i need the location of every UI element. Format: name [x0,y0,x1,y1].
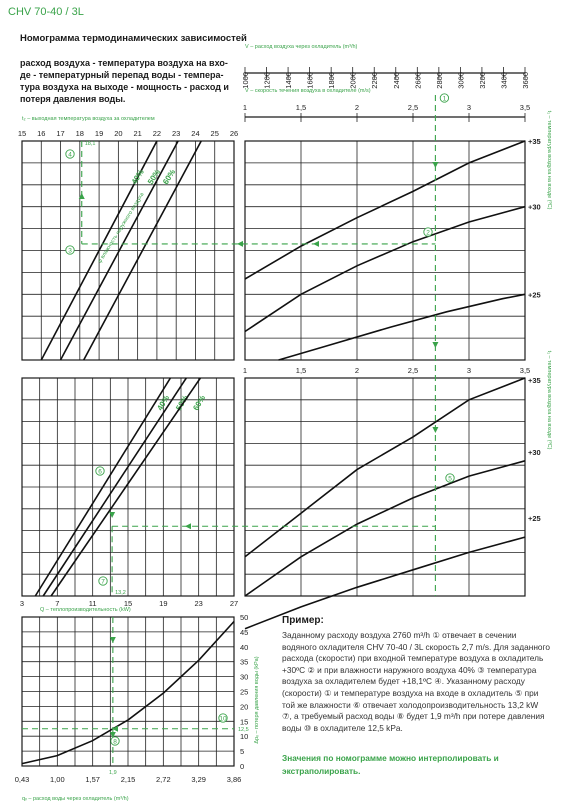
pressure-tick-label: 30 [240,672,249,682]
capacity-humidity-label: 60% [191,393,208,413]
airflow-axis-label: V – расход воздуха через охладитель (m³/h) [245,44,358,50]
outlet-temp-tick-label: 18 [75,129,84,138]
velocity-mid-tick-label: 3,5 [519,366,531,375]
water-flow-axis-label: qᵥ – расход воды через охладитель (m³/h) [22,796,129,802]
capacity-temp-curve-label: +30 [528,448,541,457]
arrow-down [110,637,116,643]
outlet-temp-tick-label: 26 [229,129,239,138]
example-text: Заданному расходу воздуха 2760 m³/h ① отвечает в сечении водяного охладителя CHV 70-40 / 3L скорость 2,7 m/s. Для заданного расхода (скорости) при входной температуре воздуха в охладитель +30ºC ② и при влажности наружного воздуха 40% ③ температура воздуха за охладителем будет +18,1ºC ④. Указанному расходу (скорости) ① и температуре воздуха на входе в охладитель ⑤ при той же влажности ⑥ отвечает холодопроизводительность 13,2 kW ⑦, а требуемый расход воды ⑧ будет 1,9 m³/h при потере давления воды ⑩ в охладителе 12,5 kPa. [282,630,550,733]
water-flow-tick-label: 2,15 [120,775,136,784]
arrow-down [432,342,438,348]
water-flow-tick-label: 0,43 [14,775,30,784]
airflow-tick-label: 1200 [262,72,272,89]
inlet-temp-axis-label: t₁ – температура воздуха на входе (ºC) [546,110,552,210]
water-flow-marker-value: 1,9 [109,770,117,776]
capacity-humidity-label: 50% [174,393,191,413]
velocity-axis-label: V – скорость течения воздуха в охладителе (m/s) [245,88,371,94]
airflow-tick-label: 3000 [456,72,466,89]
capacity-tick-label: 11 [88,599,97,608]
velocity-mid-tick-label: 3 [466,366,472,375]
arrow-left [313,241,319,247]
step-marker-label: 4 [68,151,72,159]
airflow-tick-label: 2200 [370,72,380,89]
pressure-tick-label: 35 [240,657,249,667]
step-marker-label: 1 [442,95,447,103]
outlet-temp-tick-label: 25 [210,129,219,138]
step-marker-label: 3 [68,247,72,255]
capacity-tick-label: 27 [229,599,239,608]
step-marker-label: 6 [98,468,102,476]
inlet-temp-curve-label: +30 [528,202,541,212]
airflow-tick-label: 3400 [499,72,509,89]
step-marker-label: 8 [113,738,117,746]
airflow-tick-label: 1600 [305,72,315,89]
arrow-left [237,241,243,247]
water-flow-tick-label: 1,57 [85,775,100,784]
step-marker-label: 5 [448,475,452,483]
outlet-temp-tick-label: 21 [133,129,142,138]
water-flow-tick-label: 1,00 [50,775,65,784]
outlet-temp-marker-value: 18,1 [84,141,96,147]
outlet-temp-tick-label: 23 [172,129,181,138]
airflow-tick-label: 3200 [477,72,487,89]
inlet-temp-curve-label: +35 [528,137,541,146]
capacity-temp-curve-label: +25 [528,514,541,523]
water-flow-tick-label: 3,29 [191,775,206,784]
outlet-temp-tick-label: 19 [94,129,104,138]
pressure-tick-label: 5 [240,747,245,757]
airflow-tick-label: 2800 [434,72,444,89]
capacity-tick-label: 19 [159,599,168,608]
outlet-temp-tick-label: 17 [56,129,65,138]
pressure-tick-label: 20 [240,702,249,712]
inlet-temp-curve [245,141,525,279]
outlet-temp-tick-label: 20 [114,129,123,138]
velocity-mid-tick-label: 2 [354,366,360,375]
velocity-mid-tick-label: 1,5 [295,366,307,375]
outlet-temp-axis-label: t₂ – выходная температура воздуха за охладителем [22,116,155,122]
arrow-down [432,427,438,433]
pressure-tick-label: 50 [240,613,249,622]
humidity-inline-label: φ влажность наружного воздуха [97,191,146,265]
step-marker-label: 7 [101,578,105,586]
outlet-temp-humidity-label: 50% [145,167,163,187]
airflow-tick-label: 1400 [284,72,294,89]
inlet-temp-curve [245,207,525,332]
step-marker-label: 2 [426,229,430,237]
step-marker-label: 10 [219,715,227,723]
velocity-tick-label: 1 [242,103,248,112]
inlet-temp-curve [279,294,525,360]
outlet-temp-humidity-label: 40% [129,167,146,187]
velocity-tick-label: 2,5 [407,103,419,112]
outlet-temp-tick-label: 22 [152,129,162,138]
outlet-temp-tick-label: 15 [17,129,27,138]
water-flow-tick-label: 3,86 [226,775,242,784]
nomogram-title: Номограмма термодинамических зависимостей [20,33,247,44]
airflow-tick-label: 2600 [413,72,423,89]
pressure-axis-label: Δpᵥ – потеря давления воды (kPa) [254,656,260,744]
water-flow-tick-label: 2,72 [156,775,171,784]
velocity-tick-label: 1,5 [295,103,307,112]
velocity-tick-label: 3,5 [519,103,531,112]
arrow-left [185,523,191,529]
pressure-tick-label: 25 [240,687,249,697]
velocity-mid-tick-label: 1 [242,366,248,375]
capacity-tick-label: 7 [55,599,60,608]
capacity-temp-curve [245,378,525,557]
example-title: Пример: [282,615,324,626]
capacity-humidity-label: 40% [155,393,172,413]
capacity-tick-label: 23 [194,599,203,608]
capacity-temp-curve [245,461,525,596]
capacity-temp-curve-label: +35 [528,376,541,385]
airflow-tick-label: 1800 [327,72,337,89]
interpolation-note: Значения по номограмме можно интерполировать и экстраполировать. [282,753,499,776]
velocity-tick-label: 2 [354,103,360,112]
outlet-temp-tick-label: 16 [37,129,46,138]
pressure-tick-label: 40 [240,642,249,652]
airflow-tick-label: 1000 [241,72,250,89]
airflow-tick-label: 3600 [521,72,530,89]
inlet-temp-curve-label: +25 [528,290,541,300]
capacity-tick-label: 15 [123,599,133,608]
pressure-tick-label: 0 [240,762,245,771]
capacity-tick-label: 3 [19,599,25,608]
velocity-tick-label: 3 [466,103,472,112]
arrow-down [432,162,438,168]
nomogram-description: расход воздуха - температура воздуха на вхо-де - температурный перепад воды - темпера-тура воздуха на выходе - мощность - расход и потеря давления воды. [20,58,229,104]
airflow-tick-label: 2400 [391,72,401,89]
pressure-marker-value: 12,5 [238,726,249,733]
outlet-temp-tick-label: 24 [191,129,200,138]
pressure-tick-label: 45 [240,627,249,637]
pressure-tick-label: 15 [240,717,249,727]
pressure-tick-label: 10 [240,732,249,742]
model-title: CHV 70-40 / 3L [8,6,84,18]
airflow-tick-label: 2000 [348,72,358,89]
velocity-mid-tick-label: 2,5 [407,366,419,375]
capacity-marker-value: 13,2 [115,590,126,596]
capacity-axis-label: Q – теплопроизводительность (kW) [40,607,131,613]
capacity-temp-axis-label: t₁ – температура воздуха на входе (ºC) [546,350,552,450]
outlet-temp-humidity-label: 60% [161,167,178,187]
